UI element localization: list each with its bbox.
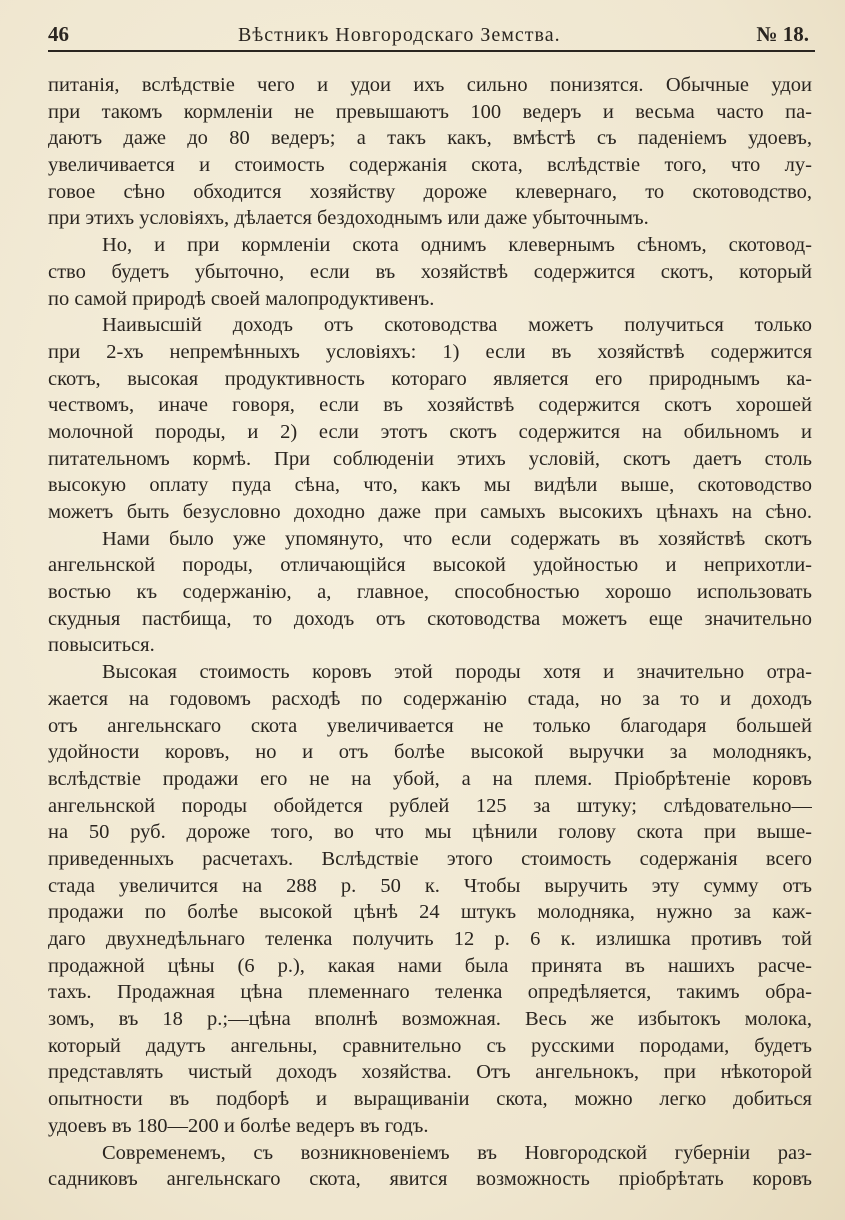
- text-line: удоевъ въ 180—200 и болѣе ведеръ въ годъ.: [48, 1114, 429, 1137]
- text-line: Высокая стоимость коровъ этой породы хотя и значительно отра-: [102, 661, 812, 684]
- text-line: Современемъ, съ возникновеніемъ въ Новгородской губерніи раз-: [102, 1141, 812, 1164]
- text-line: молочной породы, и 2) если этотъ скотъ содержится на обильномъ и: [48, 420, 812, 443]
- text-line: говое сѣно обходится хозяйству дороже клевернаго, то скотоводство,: [48, 180, 812, 203]
- text-line: скудныя пастбища, то доходъ отъ скотоводства можетъ еще значительно: [48, 607, 812, 630]
- text-line: даго двухнедѣльнаго теленка получить 12 р. 6 к. излишка противъ той: [48, 928, 812, 950]
- text-line: тахъ. Продажная цѣна племеннаго теленка опредѣляется, такимъ обра-: [48, 981, 812, 1004]
- text-line: даютъ даже до 80 ведеръ; а такъ какъ, вмѣстѣ съ паденіемъ удоевъ,: [48, 127, 812, 150]
- text-line: стада увеличится на 288 р. 50 к. Чтобы выручить эту сумму отъ: [48, 874, 812, 897]
- text-line: можетъ быть безусловно доходно даже при самыхъ высокихъ цѣнахъ на сѣно.: [48, 501, 812, 523]
- text-line: востью къ содержанію, а, главное, способностью хорошо использовать: [48, 581, 812, 604]
- text-line: садниковъ ангельнскаго скота, явится возможность пріобрѣтать коровъ: [48, 1168, 812, 1191]
- text-line: по самой природѣ своей малопродуктивенъ.: [48, 287, 435, 310]
- text-line: чествомъ, иначе говоря, если въ хозяйствѣ содержится скотъ хорошей: [48, 394, 812, 417]
- text-line: отъ ангельнскаго скота увеличивается не только благодаря большей: [48, 714, 812, 737]
- text-line: опытности въ подборѣ и выращиваніи скота, можно легко добиться: [48, 1088, 812, 1111]
- running-header: [48, 18, 809, 52]
- text-line: высокую оплату пуда сѣна, что, какъ мы видѣли выше, скотоводство: [48, 474, 812, 497]
- text-line: при 2-хъ непремѣнныхъ условіяхъ: 1) если въ хозяйствѣ содержится: [48, 340, 812, 363]
- text-line: вслѣдствіе продажи его не на убой, а на племя. Пріобрѣтеніе коровъ: [48, 767, 812, 790]
- page-number: 46: [48, 22, 69, 46]
- journal-title: Вѣстникъ Новгородскаго Земства.: [238, 24, 561, 46]
- text-line: питанія, вслѣдствіе чего и удои ихъ сильно понизятся. Обычные удои: [48, 74, 812, 96]
- text-line: при этихъ условіяхъ, дѣлается бездоходнымъ или даже убыточнымъ.: [48, 207, 649, 230]
- text-line: продажной цѣны (6 р.), какая нами была принята въ нашихъ расче-: [48, 954, 812, 977]
- text-line: удойности коровъ, но и отъ болѣе высокой выручки за молоднякъ,: [48, 741, 812, 764]
- text-line: скотъ, высокая продуктивность котораго является его природнымъ ка-: [48, 367, 812, 390]
- text-line: Наивысшій доходъ отъ скотоводства можетъ получиться только: [102, 314, 812, 337]
- text-line: ство будетъ убыточно, если въ хозяйствѣ содержится скотъ, который: [48, 260, 812, 283]
- text-line: повыситься.: [48, 634, 155, 657]
- header-rule: [48, 50, 815, 52]
- text-line: на 50 руб. дороже того, во что мы цѣнили голову скота при выше-: [48, 821, 812, 844]
- text-line: который дадутъ ангельны, сравнительно съ русскими породами, будетъ: [48, 1034, 812, 1057]
- text-line: представлять чистый доходъ хозяйства. Отъ ангельнокъ, при нѣкоторой: [48, 1061, 812, 1084]
- text-line: зомъ, въ 18 р.;—цѣна вполнѣ возможная. Весь же избытокъ молока,: [48, 1008, 812, 1031]
- text-line: жается на годовомъ расходѣ по содержанію стада, но за то и доходъ: [48, 687, 812, 710]
- article-body: [48, 72, 812, 1193]
- text-line: ангельнской породы, отличающійся высокой удойностью и неприхотли-: [48, 554, 812, 577]
- text-line: продажи по болѣе высокой цѣнѣ 24 штукъ молодняка, нужно за каж-: [48, 901, 812, 924]
- text-line: при такомъ кормленіи не превышаютъ 100 ведеръ и весьма часто па-: [48, 100, 812, 123]
- text-line: ангельнской породы обойдется рублей 125 за штуку; слѣдовательно—: [48, 794, 812, 817]
- text-line: Но, и при кормленіи скота однимъ клевернымъ сѣномъ, скотовод-: [102, 234, 812, 257]
- text-line: питательномъ кормѣ. При соблюденіи этихъ условій, скотъ даетъ столь: [48, 447, 812, 470]
- text-line: увеличивается и стоимость содержанія скота, вслѣдствіе того, что лу-: [48, 154, 812, 177]
- issue-number: № 18.: [756, 22, 809, 46]
- text-line: Нами было уже упомянуто, что если содержать въ хозяйствѣ скотъ: [102, 527, 812, 550]
- text-line: приведенныхъ расчетахъ. Вслѣдствіе этого стоимость содержанія всего: [48, 847, 812, 870]
